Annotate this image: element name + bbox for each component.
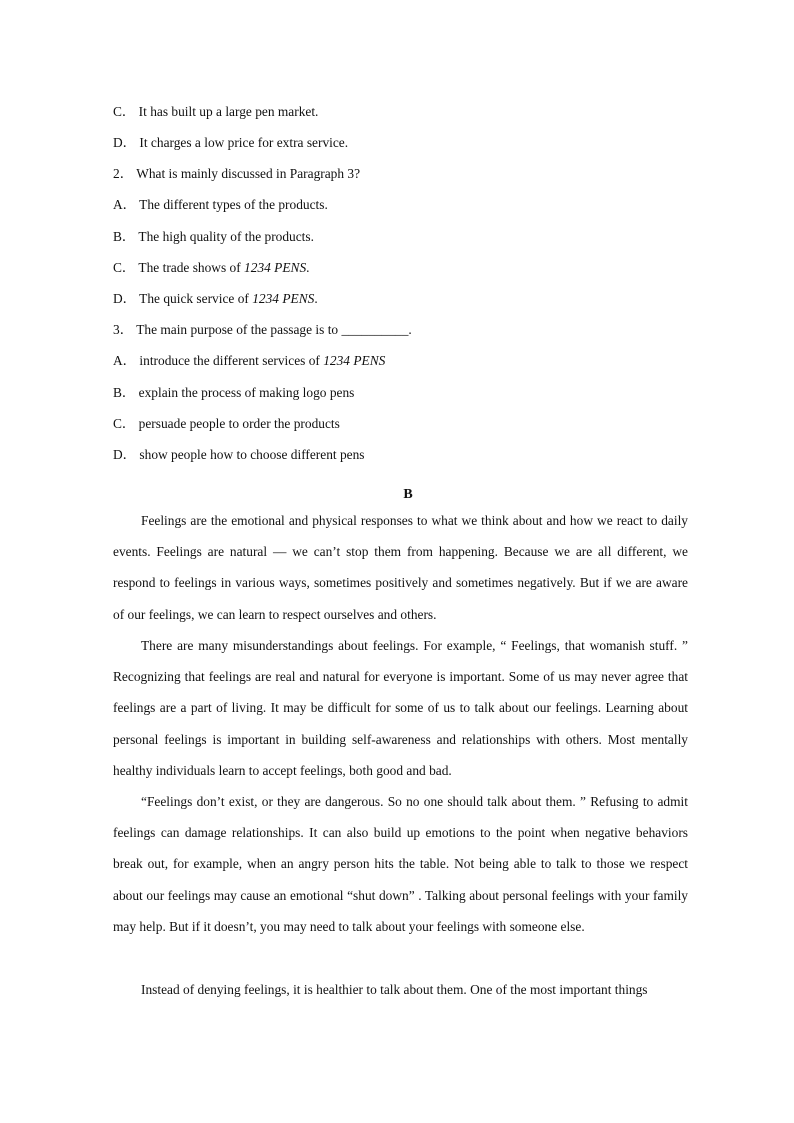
passage-paragraph-2: There are many misunderstandings about feelings. For example, “ Feelings, that womanish stuff. ” Recognizing that feelings are real and natural for everyone is important. Some of us may never agree that feelings are a part of living. It may be difficult for some of us to talk about our feelings. Learning about personal feelings is important in building self-awareness and relationships with others. Most mentally healthy individuals learn to accept feelings, both good and bad. [113,638,688,778]
passage-paragraph-4: Instead of denying feelings, it is healthier to talk about them. One of the most important things [141,982,648,997]
q2-option-d-end: . [314,291,318,306]
q2-stem: 2． What is mainly discussed in Paragraph 3? [113,166,361,181]
q2-option-a: A． The different types of the products. [113,197,328,212]
brand-name: 1234 PENS [252,291,315,306]
q1-option-d: D． It charges a low price for extra service. [113,135,349,150]
q3-stem: 3． The main purpose of the passage is to __________. [113,322,412,337]
passage-paragraph-3: “Feelings don’t exist, or they are dangerous. So no one should talk about them. ” Refusing to admit feelings can damage relationships. It can also build up emotions to the point when negative behaviors break out, for example, when an angry person hits the table. Not being able to talk to those we respect about our feelings may cause an emotional “shut down” . Talking about personal feelings with your family may help. But if it doesn’t, you may need to talk about your feelings with someone else. [113,794,688,934]
brand-name: 1234 PENS [244,260,307,275]
q1-option-c: C． It has built up a large pen market. [113,104,319,119]
q2-option-d [113,291,318,307]
q2-option-c [113,260,310,276]
q2-option-d-text: D． The quick service of [113,291,253,306]
q3-option-a-text: A． introduce the different services of [113,353,324,368]
q3-option-c: C． persuade people to order the products [113,416,340,431]
q3-option-b: B． explain the process of making logo pens [113,385,355,400]
q2-option-c-end: . [306,260,310,275]
brand-name: 1234 PENS [323,353,386,368]
q2-option-c-text: C． The trade shows of [113,260,245,275]
section-heading: B [403,487,413,502]
q2-option-b: B． The high quality of the products. [113,229,314,244]
passage-paragraph-1: Feelings are the emotional and physical responses to what we think about and how we react to daily events. Feelings are natural — we can’t stop them from happening. Because we are all different, we respond to feelings in various ways, sometimes positively and sometimes negatively. But if we are aware of our feelings, we can learn to respect ourselves and others. [113,513,688,622]
q3-option-a [113,353,385,369]
q3-option-d: D． show people how to choose different pens [113,447,365,462]
